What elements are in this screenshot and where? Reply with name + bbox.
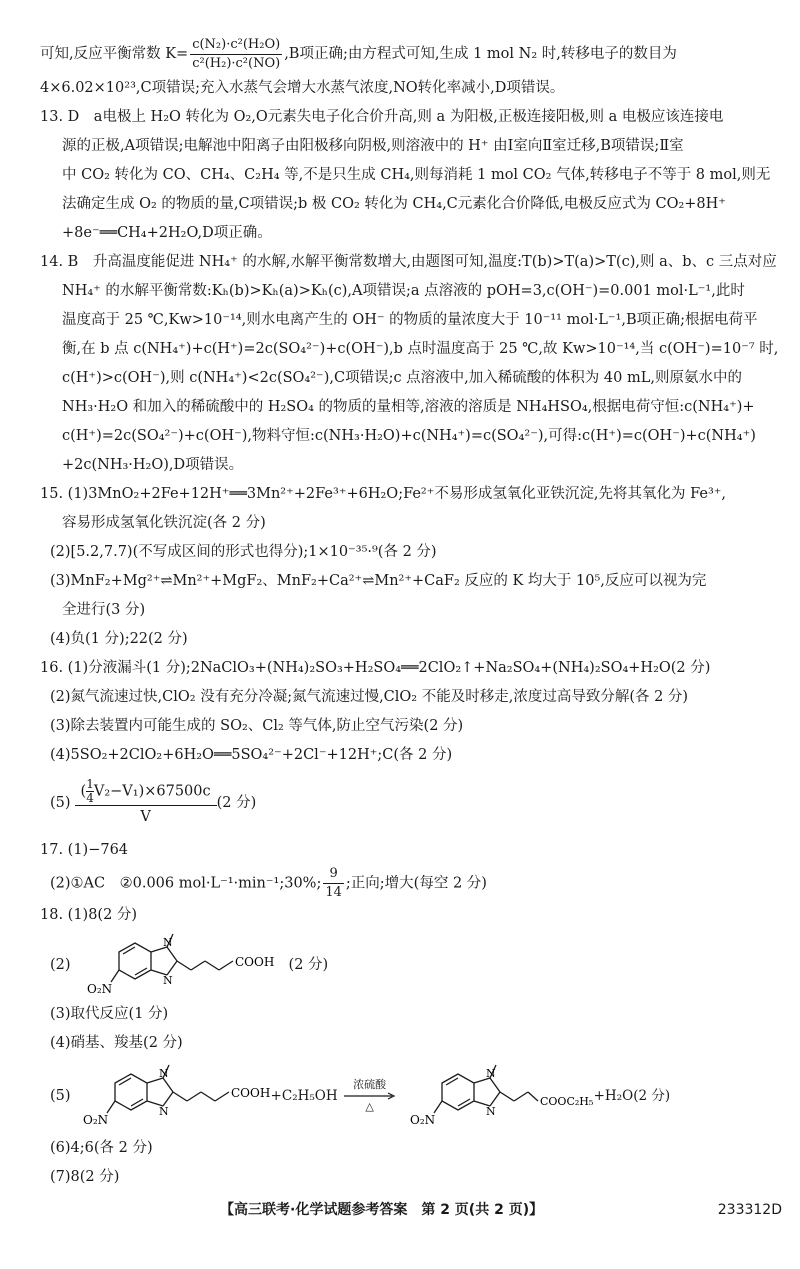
benzimidazole-acid-structure xyxy=(79,930,319,1000)
frac-numerator: c(N₂)·c²(H₂O) xyxy=(190,36,282,55)
document-code: 233312D xyxy=(717,1202,782,1218)
q18-line: 18. (1)8(2 分) xyxy=(40,907,138,923)
intro-line-1 xyxy=(40,34,782,74)
n-label: N xyxy=(158,1105,169,1118)
q15-line: 15. (1)3MnO₂+2Fe+12H⁺══3Mn²⁺+2Fe³⁺+6H₂O;Fe²⁺不易形成氢氧化亚铁沉淀,先将其氧化为 Fe³⁺, xyxy=(40,486,727,502)
q18-2-row xyxy=(40,930,782,1000)
q17-line xyxy=(40,865,782,901)
ethanol-reactant: +C₂H₅OH xyxy=(270,1087,338,1104)
formula-numerator xyxy=(75,778,217,806)
q15-line: 容易形成氢氧化铁沉淀(各 2 分) xyxy=(62,515,266,531)
reaction-arrow xyxy=(344,1078,396,1114)
n-label: N xyxy=(158,1067,169,1080)
q16-formula-line xyxy=(40,770,782,836)
right-arrow-icon xyxy=(344,1092,396,1100)
frac-denominator: 14 xyxy=(325,885,342,900)
catalyst-label: 浓硫酸 xyxy=(353,1078,387,1091)
paren: ( xyxy=(80,783,87,800)
no2-label: O₂N xyxy=(82,1113,108,1127)
q14-line: +2c(NH₃·H₂O),D项错误。 xyxy=(62,457,244,473)
ester-label: COOC₂H₅ xyxy=(539,1095,593,1108)
q15-line: (4)负(1 分);22(2 分) xyxy=(50,631,188,647)
n-label: N xyxy=(162,936,173,949)
q16-line: (2)氮气流速过快,ClO₂ 没有充分冷凝;氮气流速过慢,ClO₂ 不能及时移走,浓度过高导致分解(各 2 分) xyxy=(50,689,689,705)
q14-line: 温度高于 25 ℃,Kw>10⁻¹⁴,则水电离产生的 OH⁻ 的物质的量浓度大于 10⁻¹¹ mol·L⁻¹,B项正确;根据电荷平 xyxy=(62,312,758,328)
q15-line: 全进行(3 分) xyxy=(62,602,146,618)
n-label: N xyxy=(162,974,173,987)
q18-5-label: (5) xyxy=(50,1087,71,1104)
q16-5-label: (5) xyxy=(50,794,71,811)
q16-line: 16. (1)分液漏斗(1 分);2NaClO₃+(NH₄)₂SO₃+H₂SO₄══2ClO₂↑+Na₂SO₄+(NH₄)₂SO₄+H₂O(2 分) xyxy=(40,660,711,676)
q18-line: (6)4;6(各 2 分) xyxy=(50,1140,153,1156)
heat-label: △ xyxy=(365,1100,374,1113)
mini-num: 1 xyxy=(86,777,94,791)
cooh-label: COOH xyxy=(234,955,274,969)
page-footer xyxy=(40,1196,782,1222)
q18-2-label: (2) xyxy=(50,956,71,973)
q14-line: NH₄⁺ 的水解平衡常数:Kₕ(b)>Kₕ(a)>Kₕ(c),A项错误;a 点溶液的 pOH=3,c(OH⁻)=0.001 mol·L⁻¹,此时 xyxy=(62,283,745,299)
footer-title: 【高三联考·化学试题参考答案 第 2 页(共 2 页)】 xyxy=(220,1202,544,1218)
q18-5-row xyxy=(40,1058,782,1134)
q18-2-score: (2 分) xyxy=(288,956,329,973)
intro-text: 可知,反应平衡常数 K= xyxy=(40,46,189,62)
quarter-fraction xyxy=(86,778,94,805)
cooh-label: COOH xyxy=(230,1086,270,1100)
q14-line: 衡,在 b 点 c(NH₄⁺)+c(H⁺)=2c(SO₄²⁻)+c(OH⁻),b 点时温度高于 25 ℃,故 Kw>10⁻¹⁴,当 c(OH⁻)=10⁻⁷ 时, xyxy=(62,341,779,357)
q17-line: 17. (1)−764 xyxy=(40,842,129,858)
n-label: N xyxy=(485,1067,496,1080)
q13-line: 13. D a电极上 H₂O 转化为 O₂,O元素失电子化合价升高,则 a 为阳极,正极连接阳极,则 a 电极应该连接电 xyxy=(40,109,724,125)
q16-5-score: (2 分) xyxy=(216,794,257,811)
q13-line: 源的正极,A项错误;电解池中阳离子由阳极移向阴极,则溶液中的 H⁺ 由Ⅰ室向Ⅱ室迁移,B项错误;Ⅱ室 xyxy=(62,138,684,154)
ester-product-structure xyxy=(402,1061,602,1131)
q13-line: 法确定生成 O₂ 的物质的量,C项错误;b 极 CO₂ 转化为 CH₄,C元素化合价降低,电极反应式为 CO₂+8H⁺ xyxy=(62,196,726,212)
n-label: N xyxy=(485,1105,496,1118)
q18-line: (7)8(2 分) xyxy=(50,1169,120,1185)
mini-den: 4 xyxy=(86,791,94,805)
no2-label: O₂N xyxy=(86,982,112,996)
q16-line: (4)5SO₂+2ClO₂+6H₂O══5SO₄²⁻+2Cl⁻+12H⁺;C(各 2 分) xyxy=(50,747,453,763)
equilibrium-constant-fraction xyxy=(190,36,282,73)
q17-text: ;正向;增大(每空 2 分) xyxy=(345,875,487,892)
intro-text: ,B项正确;由方程式可知,生成 1 mol N₂ 时,转移电子的数目为 xyxy=(284,46,677,62)
q13-line: 中 CO₂ 转化为 CO、CH₄、C₂H₄ 等,不是只生成 CH₄,则每消耗 1 mol CO₂ 气体,转移电子不等于 8 mol,则无 xyxy=(62,167,771,183)
formula-rest: V₂−V₁)×67500c xyxy=(93,783,211,800)
frac-denominator: c²(H₂)·c²(NO) xyxy=(192,55,281,71)
q17-text: (2)①AC ②0.006 mol·L⁻¹·min⁻¹;30%; xyxy=(50,875,322,892)
intro-line-2: 4×6.02×10²³,C项错误;充入水蒸气会增大水蒸气浓度,NO转化率减小,D项错误。 xyxy=(40,80,565,96)
frac-numerator: 9 xyxy=(323,865,344,884)
q18-line: (3)取代反应(1 分) xyxy=(50,1006,169,1022)
q13-line: +8e⁻══CH₄+2H₂O,D项正确。 xyxy=(62,225,272,241)
formula-denominator: V xyxy=(140,809,151,825)
answer-content xyxy=(40,34,782,1192)
q14-line: c(H⁺)=2c(SO₄²⁻)+c(OH⁻),物料守恒:c(NH₃·H₂O)+c(NH₄⁺)=c(SO₄²⁻),可得:c(H⁺)=c(OH⁻)+c(NH₄⁺) xyxy=(62,428,756,444)
q16-line: (3)除去装置内可能生成的 SO₂、Cl₂ 等气体,防止空气污染(2 分) xyxy=(50,718,464,734)
q14-line: 14. B 升高温度能促进 NH₄⁺ 的水解,水解平衡常数增大,由题图可知,温度:T(b)>T(a)>T(c),则 a、b、c 三点对应 xyxy=(40,254,777,270)
q18-line: (4)硝基、羧基(2 分) xyxy=(50,1035,183,1051)
q17-fraction xyxy=(323,865,344,901)
q15-line: (3)MnF₂+Mg²⁺⇌Mn²⁺+MgF₂、MnF₂+Ca²⁺⇌Mn²⁺+CaF₂ 反应的 K 均大于 10⁵,反应可以视为完 xyxy=(50,573,707,589)
q14-line: NH₃·H₂O 和加入的稀硫酸中的 H₂SO₄ 的物质的量相等,溶液的溶质是 NH₄HSO₄,根据电荷守恒:c(NH₄⁺)+ xyxy=(62,399,755,415)
reactant-structure xyxy=(75,1061,285,1131)
q14-line: c(H⁺)>c(OH⁻),则 c(NH₄⁺)<2c(SO₄²⁻),C项错误;c 点溶液中,加入稀硫酸的体积为 40 mL,则原氨水中的 xyxy=(62,370,742,386)
concentration-formula xyxy=(75,778,217,828)
q18-5-score: +H₂O(2 分) xyxy=(593,1087,671,1104)
no2-label: O₂N xyxy=(409,1113,435,1127)
q15-line: (2)[5.2,7.7)(不写成区间的形式也得分);1×10⁻³⁵·⁹(各 2 分) xyxy=(50,544,437,560)
